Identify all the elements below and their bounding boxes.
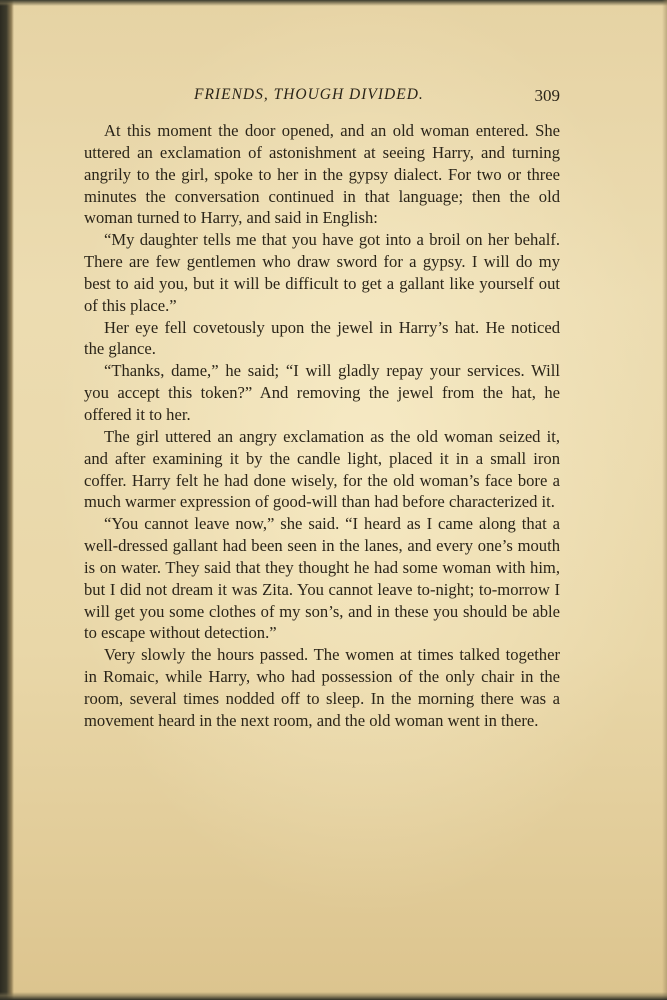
paragraph: The girl uttered an angry exclamation as the old woman seized it, and after examining it by the candle light, placed it in a small iron coffer. Harry felt he had done wisely, for the old woman’s face bore a much warmer expression of good-will than had before characterized it.: [84, 426, 560, 512]
paragraph: Very slowly the hours passed. The women at times talked together in Romaic, while Harry, who had possession of the only chair in the room, several times nodded off to sleep. In the morning there was a movement heard in the next room, and the old woman went in there.: [84, 645, 560, 730]
paragraph: “Thanks, dame,” he said; “I will gladly repay your services. Will you accept this token?” And removing the jewel from the hat, he offered it to her.: [84, 361, 560, 424]
page-number: 309: [534, 86, 560, 105]
paragraph: At this moment the door opened, and an old woman entered. She uttered an exclamation of astonishment at seeing Harry, and turning angrily to the girl, spoke to her in the gypsy dialect. For two or three minutes the conversation continued in that language; then the old woman turned to Harry, and said in English:: [84, 121, 560, 228]
body-text: [84, 120, 560, 732]
page-header: [82, 84, 562, 108]
paragraph: Her eye fell covetously upon the jewel in Harry’s hat. He noticed the glance.: [84, 317, 560, 359]
book-binding-shadow: [0, 0, 14, 1000]
page-top-edge: [0, 0, 667, 6]
running-title: FRIENDS, THOUGH DIVIDED.: [194, 86, 424, 103]
page-bottom-edge: [0, 992, 667, 1000]
paragraph: “You cannot leave now,” she said. “I heard as I came along that a well-dressed gallant had been seen in the lanes, and every one’s mouth is on water. They said that they thought he had some woman with him, but I did not dream it was Zita. You cannot leave to-night; to-morrow I will get you some clothes of my son’s, and in these you should be able to escape without detection.”: [84, 514, 560, 643]
page-right-edge: [662, 0, 667, 1000]
paragraph: “My daughter tells me that you have got into a broil on her behalf. There are few gentlemen who draw sword for a gypsy. I will do my best to aid you, but it will be difficult to get a gallant like yourself out of this place.”: [84, 230, 560, 315]
